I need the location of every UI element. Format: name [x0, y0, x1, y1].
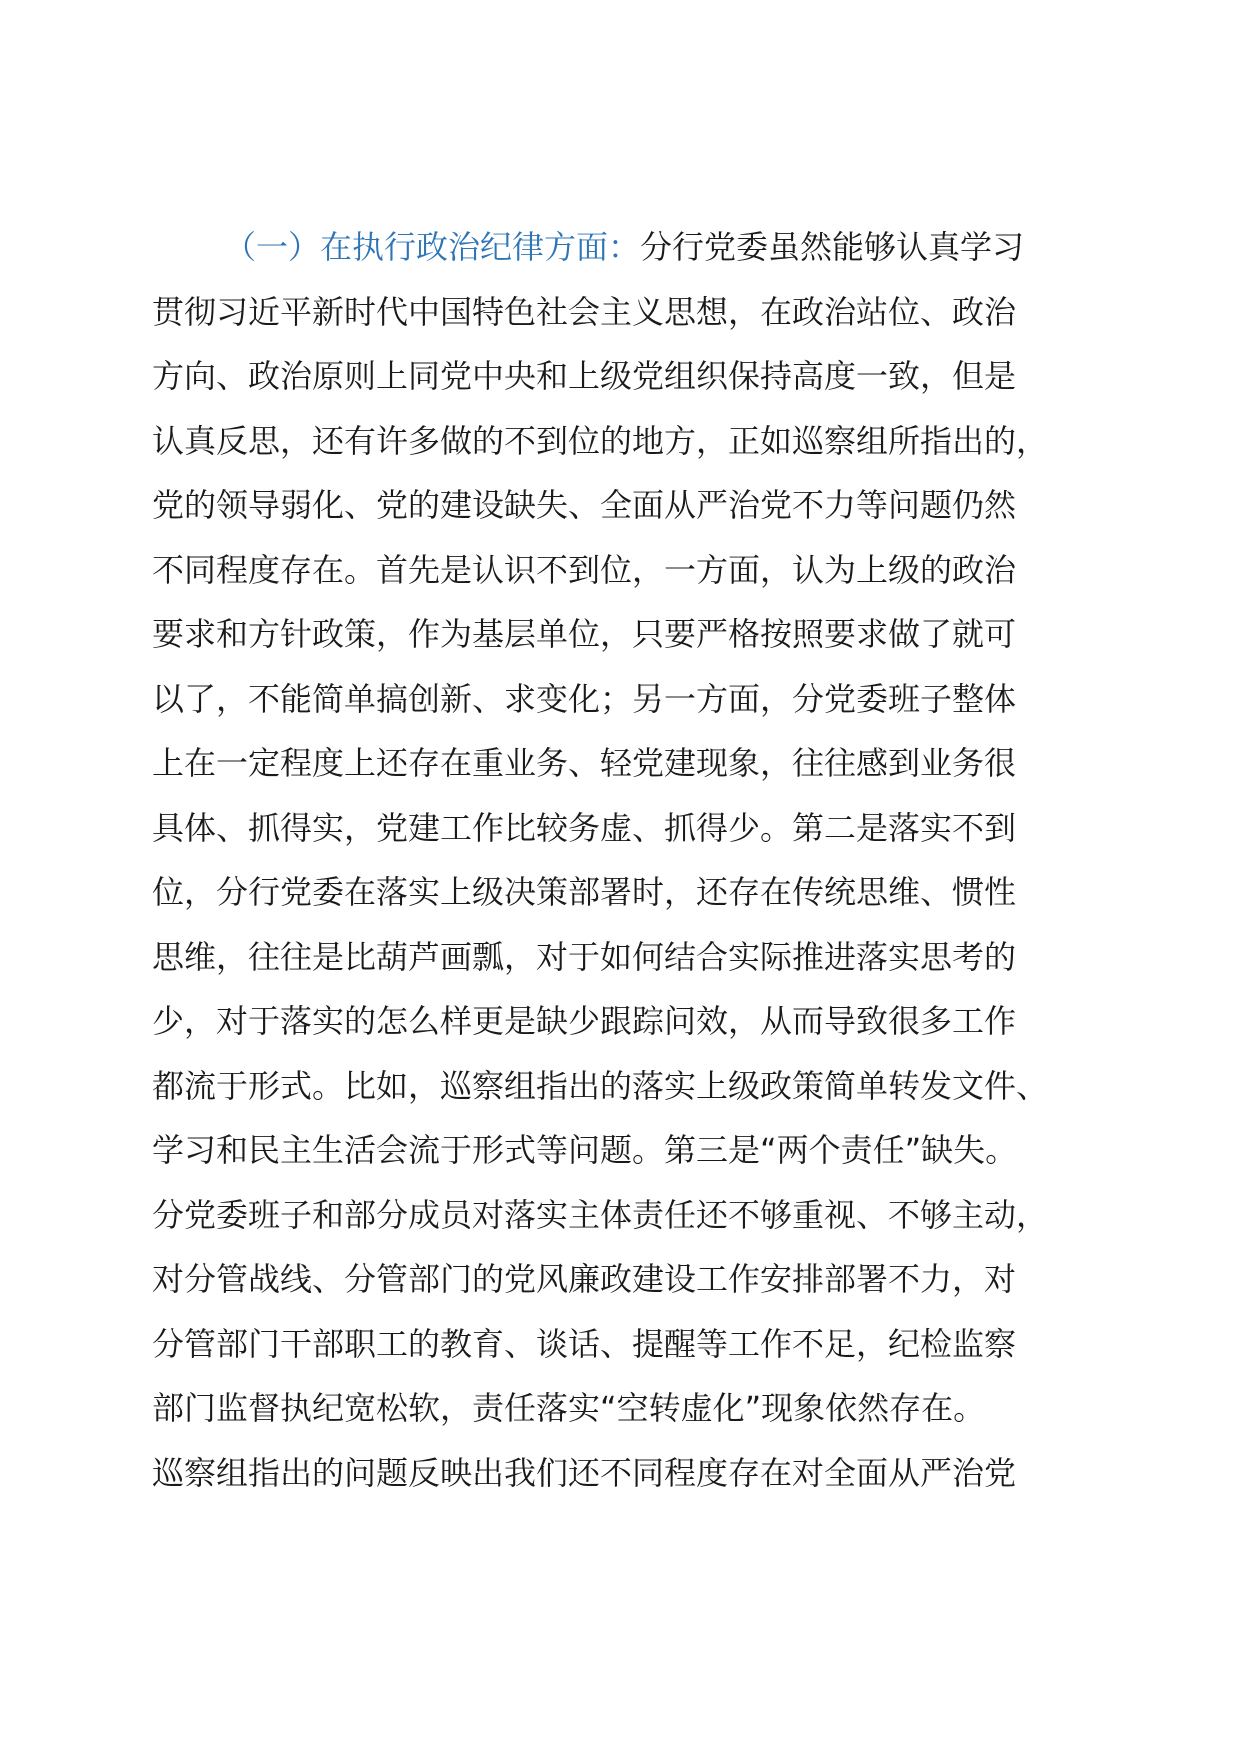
paragraph-line: 对分管战线、分管部门的党风廉政建设工作安排部署不力，对 [152, 1260, 1017, 1298]
paragraph-line-1 [152, 215, 1112, 280]
paragraph-line: 学习和民主生活会流于形式等问题。第三是“两个责任”缺失。 [152, 1131, 1018, 1169]
paragraph-line: 少，对于落实的怎么样更是缺少跟踪问效，从而导致很多工作 [152, 1002, 1017, 1040]
paragraph-line: 巡察组指出的问题反映出我们还不同程度存在对全面从严治党 [152, 1453, 1017, 1492]
paragraph-line: 分管部门干部职工的教育、谈话、提醒等工作不足，纪检监察 [152, 1324, 1017, 1363]
paragraph-line: 思维，往往是比葫芦画瓢，对于如何结合实际推进落实思考的 [152, 937, 1017, 976]
paragraph-line: 党的领导弱化、党的建设缺失、全面从严治党不力等问题仍然 [152, 486, 1017, 524]
paragraph-line: 要求和方针政策，作为基层单位，只要严格按照要求做了就可 [152, 615, 1017, 653]
paragraph-line: 方向、政治原则上同党中央和上级党组织保持高度一致，但是 [152, 357, 1017, 395]
paragraph-line: 都流于形式。比如，巡察组指出的落实上级政策简单转发文件、 [152, 1066, 1049, 1105]
paragraph-line: 位，分行党委在落实上级决策部署时，还存在传统思维、惯性 [152, 873, 1017, 911]
paragraph-line: 认真反思，还有许多做的不到位的地方，正如巡察组所指出的， [152, 421, 1049, 460]
body-paragraph [152, 215, 1112, 1505]
paragraph-line: 贯彻习近平新时代中国特色社会主义思想，在政治站位、政治 [152, 292, 1017, 331]
first-line-text: 分行党委虽然能够认真学习 [640, 228, 1025, 266]
paragraph-line: 部门监督执纪宽松软，责任落实“空转虚化”现象依然存在。 [152, 1389, 986, 1427]
paragraph-line: 以了，不能简单搞创新、求变化；另一方面，分党委班子整体 [152, 679, 1017, 718]
paragraph-line: 分党委班子和部分成员对落实主体责任还不够重视、不够主动， [152, 1195, 1049, 1234]
section-heading: （一）在执行政治纪律方面： [224, 228, 641, 266]
paragraph-line: 上在一定程度上还存在重业务、轻党建现象，往往感到业务很 [152, 744, 1017, 782]
paragraph-line: 不同程度存在。首先是认识不到位，一方面，认为上级的政治 [152, 550, 1017, 589]
paragraph-line: 具体、抓得实，党建工作比较务虚、抓得少。第二是落实不到 [152, 808, 1017, 847]
